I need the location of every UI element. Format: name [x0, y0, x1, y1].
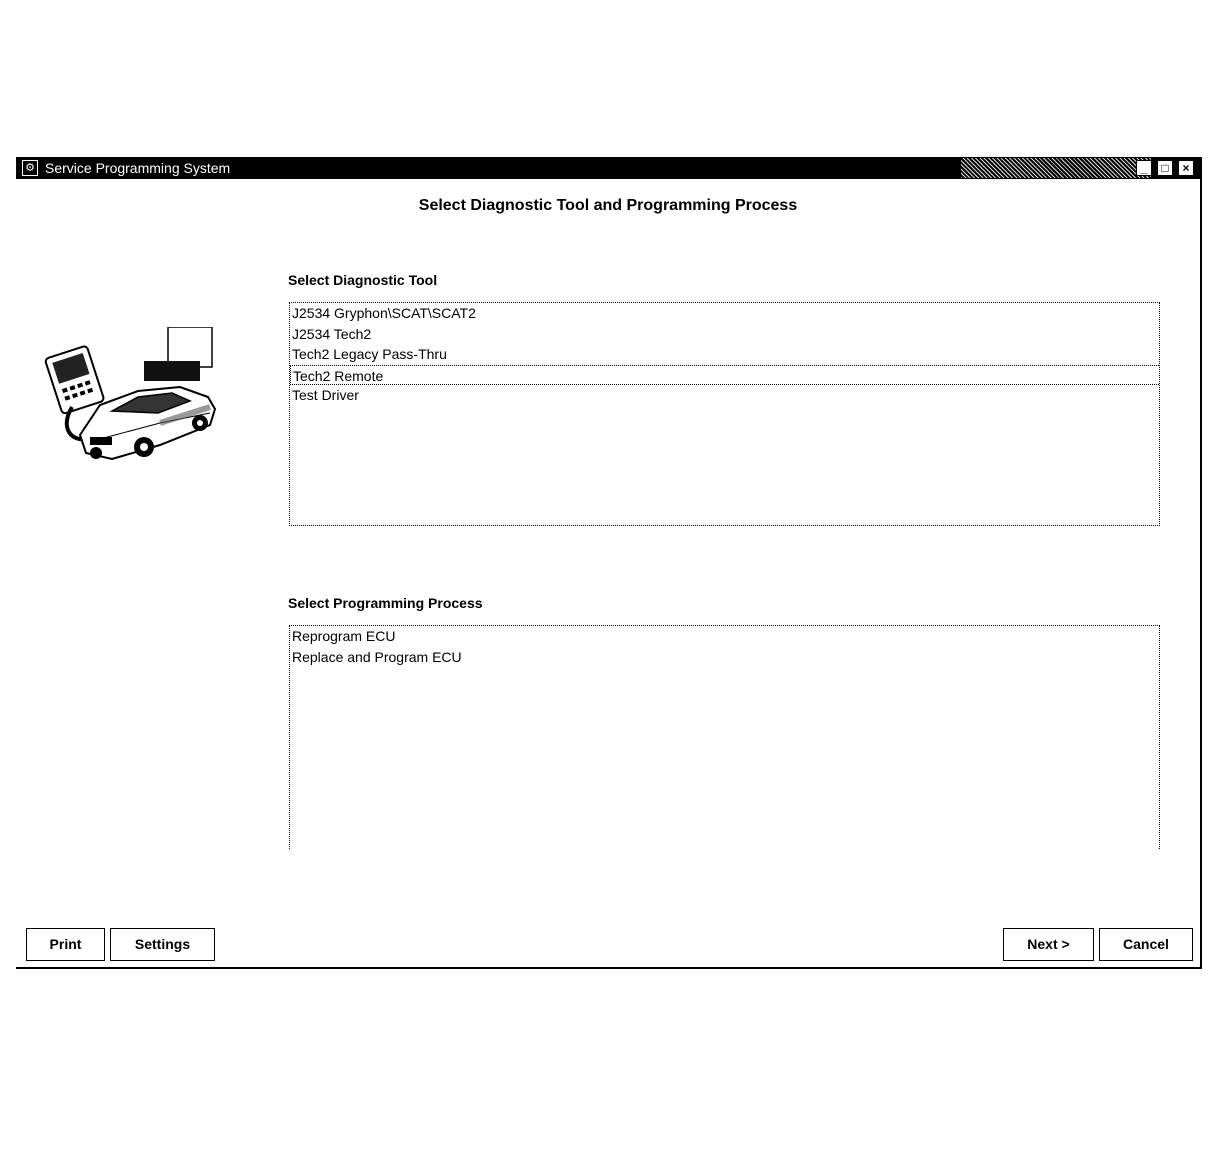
sps-app-icon: ⚙ — [22, 160, 38, 176]
maximize-button[interactable]: □ — [1157, 160, 1173, 176]
title-bar-pattern — [961, 158, 1151, 178]
page-title: Select Diagnostic Tool and Programming Process — [418, 197, 798, 214]
list-item[interactable]: Replace and Program ECU — [292, 648, 462, 665]
cancel-button[interactable]: Cancel — [1099, 928, 1193, 961]
sps-window — [16, 157, 1202, 969]
settings-button[interactable]: Settings — [110, 928, 215, 961]
list-item[interactable]: Reprogram ECU — [292, 628, 396, 644]
list-item-selected[interactable]: Tech2 Remote — [290, 365, 1159, 386]
diagnostic-tool-list[interactable] — [289, 302, 1160, 526]
minimize-button[interactable]: _ — [1136, 160, 1152, 176]
list-item[interactable]: Test Driver — [292, 387, 359, 403]
programming-process-label: Select Programming Process — [288, 595, 483, 611]
programming-process-list[interactable] — [289, 625, 1160, 849]
list-item[interactable]: Tech2 Legacy Pass-Thru — [292, 346, 447, 362]
next-button[interactable]: Next > — [1003, 928, 1094, 961]
close-button[interactable]: × — [1178, 160, 1194, 176]
diagnostic-tool-label: Select Diagnostic Tool — [288, 272, 438, 288]
list-item[interactable]: J2534 Tech2 — [292, 325, 372, 342]
list-item[interactable]: J2534 Gryphon\SCAT\SCAT2 — [292, 305, 476, 321]
print-button[interactable]: Print — [26, 928, 105, 961]
title-bar[interactable] — [16, 157, 1200, 179]
scan-tool-and-car-illustration-icon — [40, 327, 230, 467]
window-title: Service Programming System — [45, 160, 231, 176]
